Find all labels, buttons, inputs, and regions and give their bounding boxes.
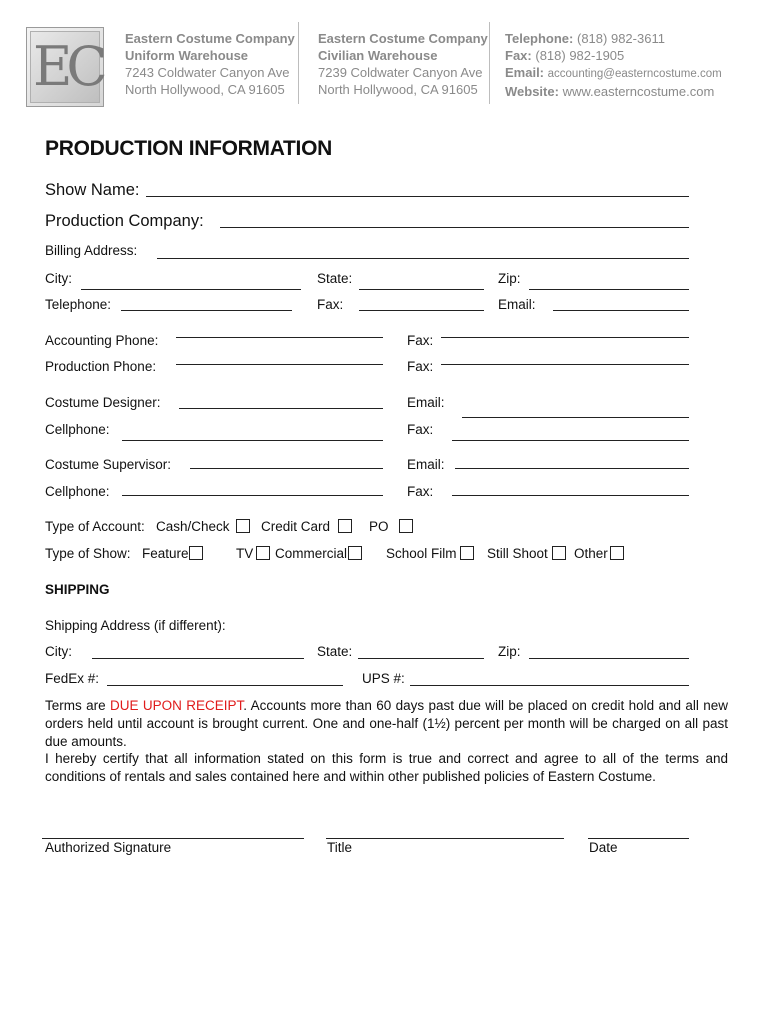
designer-email-field[interactable] xyxy=(462,417,689,418)
other-checkbox[interactable] xyxy=(610,546,624,560)
supervisor-cellphone-field[interactable] xyxy=(122,495,383,496)
zip-label: Zip: xyxy=(498,271,521,286)
feature-checkbox[interactable] xyxy=(189,546,203,560)
shipping-city-field[interactable] xyxy=(92,658,304,659)
commercial-checkbox[interactable] xyxy=(348,546,362,560)
shipping-state-field[interactable] xyxy=(358,658,484,659)
accounting-phone-field[interactable] xyxy=(176,337,383,338)
account-option-credit-card: Credit Card xyxy=(261,519,331,534)
logo xyxy=(26,27,104,107)
school-film-checkbox[interactable] xyxy=(460,546,474,560)
designer-cellphone-field[interactable] xyxy=(122,440,383,441)
city-label: City: xyxy=(45,271,72,286)
show-option-feature: Feature xyxy=(142,546,189,561)
fax-label: Fax: xyxy=(505,48,532,63)
still-shoot-checkbox[interactable] xyxy=(552,546,566,560)
address-city: North Hollywood, CA 91605 xyxy=(125,82,285,97)
supervisor-cellphone-label: Cellphone: xyxy=(45,484,110,499)
show-option-tv: TV xyxy=(236,546,254,561)
show-option-school-film: School Film xyxy=(386,546,457,561)
show-name-label: Show Name: xyxy=(45,181,140,199)
shipping-zip-field[interactable] xyxy=(529,658,689,659)
fax-field[interactable] xyxy=(359,310,484,311)
billing-address-label: Billing Address: xyxy=(45,243,138,258)
cash-check-checkbox[interactable] xyxy=(236,519,250,533)
address-line: 7239 Coldwater Canyon Ave xyxy=(318,65,483,80)
email-label: Email: xyxy=(505,65,545,80)
certify-paragraph: I hereby certify that all information stated on this form is true and correct and agree to all of the terms and conditions of rentals and sales contained here and within other published policies of Eastern Costume. xyxy=(45,751,728,784)
shipping-heading: SHIPPING xyxy=(45,582,110,597)
designer-fax-field[interactable] xyxy=(452,440,689,441)
company-name: Eastern Costume Company xyxy=(318,31,488,46)
designer-fax-label: Fax: xyxy=(407,422,434,437)
page-title: PRODUCTION INFORMATION xyxy=(45,137,332,160)
fax-value: (818) 982-1905 xyxy=(535,48,625,63)
production-company-field[interactable] xyxy=(220,227,689,228)
account-option-po: PO xyxy=(369,519,389,534)
email-label: Email: xyxy=(498,297,536,312)
date-field[interactable] xyxy=(588,838,689,839)
ups-label: UPS #: xyxy=(362,671,405,686)
telephone-value: (818) 982-3611 xyxy=(577,31,665,46)
header-uniform-warehouse xyxy=(125,30,295,98)
warehouse-name: Uniform Warehouse xyxy=(125,48,249,63)
shipping-address-label: Shipping Address (if different): xyxy=(45,618,226,633)
title-label: Title xyxy=(327,840,353,855)
show-option-other: Other xyxy=(574,546,608,561)
designer-cellphone-label: Cellphone: xyxy=(45,422,110,437)
header-divider xyxy=(489,22,490,104)
accounting-fax-label: Fax: xyxy=(407,333,434,348)
signature-field[interactable] xyxy=(42,838,304,839)
shipping-state-label: State: xyxy=(317,644,353,659)
state-field[interactable] xyxy=(359,289,484,290)
zip-field[interactable] xyxy=(529,289,689,290)
email-value[interactable]: accounting@easterncostume.com xyxy=(547,68,722,80)
address-city: North Hollywood, CA 91605 xyxy=(318,82,478,97)
company-name: Eastern Costume Company xyxy=(125,31,295,46)
fedex-label: FedEx #: xyxy=(45,671,100,686)
costume-supervisor-field[interactable] xyxy=(190,468,383,469)
show-option-commercial: Commercial xyxy=(275,546,348,561)
terms-prefix: Terms are xyxy=(45,698,110,713)
title-field[interactable] xyxy=(326,838,564,839)
production-company-label: Production Company: xyxy=(45,212,204,230)
shipping-city-label: City: xyxy=(45,644,72,659)
terms-highlight: DUE UPON RECEIPT xyxy=(109,698,244,713)
header-civilian-warehouse xyxy=(318,30,488,98)
header-divider xyxy=(298,22,299,104)
billing-address-field[interactable] xyxy=(157,258,689,259)
telephone-label: Telephone: xyxy=(45,297,112,312)
state-label: State: xyxy=(317,271,353,286)
ups-field[interactable] xyxy=(410,685,689,686)
account-option-cash-check: Cash/Check xyxy=(156,519,230,534)
accounting-phone-label: Accounting Phone: xyxy=(45,333,159,348)
costume-designer-field[interactable] xyxy=(179,408,383,409)
production-fax-label: Fax: xyxy=(407,359,434,374)
header-contact xyxy=(505,30,722,100)
supervisor-email-field[interactable] xyxy=(455,468,689,469)
type-of-show-label: Type of Show: xyxy=(45,546,131,561)
date-label: Date xyxy=(589,840,618,855)
designer-email-label: Email: xyxy=(407,395,445,410)
production-phone-label: Production Phone: xyxy=(45,359,157,374)
shipping-zip-label: Zip: xyxy=(498,644,521,659)
supervisor-email-label: Email: xyxy=(407,457,445,472)
credit-card-checkbox[interactable] xyxy=(338,519,352,533)
city-field[interactable] xyxy=(81,289,301,290)
supervisor-fax-label: Fax: xyxy=(407,484,434,499)
show-name-field[interactable] xyxy=(146,196,689,197)
terms-rest: . Accounts more than 60 days past due will be placed on credit hold and all new orders held until account is brought current. One and one-half (1½) percent per month will be charged on all past due amounts. xyxy=(45,698,729,749)
accounting-fax-field[interactable] xyxy=(441,337,689,338)
address-line: 7243 Coldwater Canyon Ave xyxy=(125,65,290,80)
production-phone-field[interactable] xyxy=(176,364,383,365)
website-value[interactable]: www.easterncostume.com xyxy=(562,84,715,99)
terms-paragraph xyxy=(45,697,728,751)
telephone-label: Telephone: xyxy=(505,31,574,46)
show-option-still-shoot: Still Shoot xyxy=(487,546,548,561)
warehouse-name: Civilian Warehouse xyxy=(318,48,438,63)
supervisor-fax-field[interactable] xyxy=(452,495,689,496)
costume-supervisor-label: Costume Supervisor: xyxy=(45,457,172,472)
logo-text: EC xyxy=(33,35,102,98)
type-of-account-label: Type of Account: xyxy=(45,519,145,534)
email-field[interactable] xyxy=(553,310,689,311)
tv-checkbox[interactable] xyxy=(256,546,270,560)
website-label: Website: xyxy=(505,84,559,99)
fax-label: Fax: xyxy=(317,297,344,312)
fedex-field[interactable] xyxy=(107,685,343,686)
costume-designer-label: Costume Designer: xyxy=(45,395,161,410)
po-checkbox[interactable] xyxy=(399,519,413,533)
authorized-signature-label: Authorized Signature xyxy=(45,840,172,855)
telephone-field[interactable] xyxy=(121,310,292,311)
production-fax-field[interactable] xyxy=(441,364,689,365)
